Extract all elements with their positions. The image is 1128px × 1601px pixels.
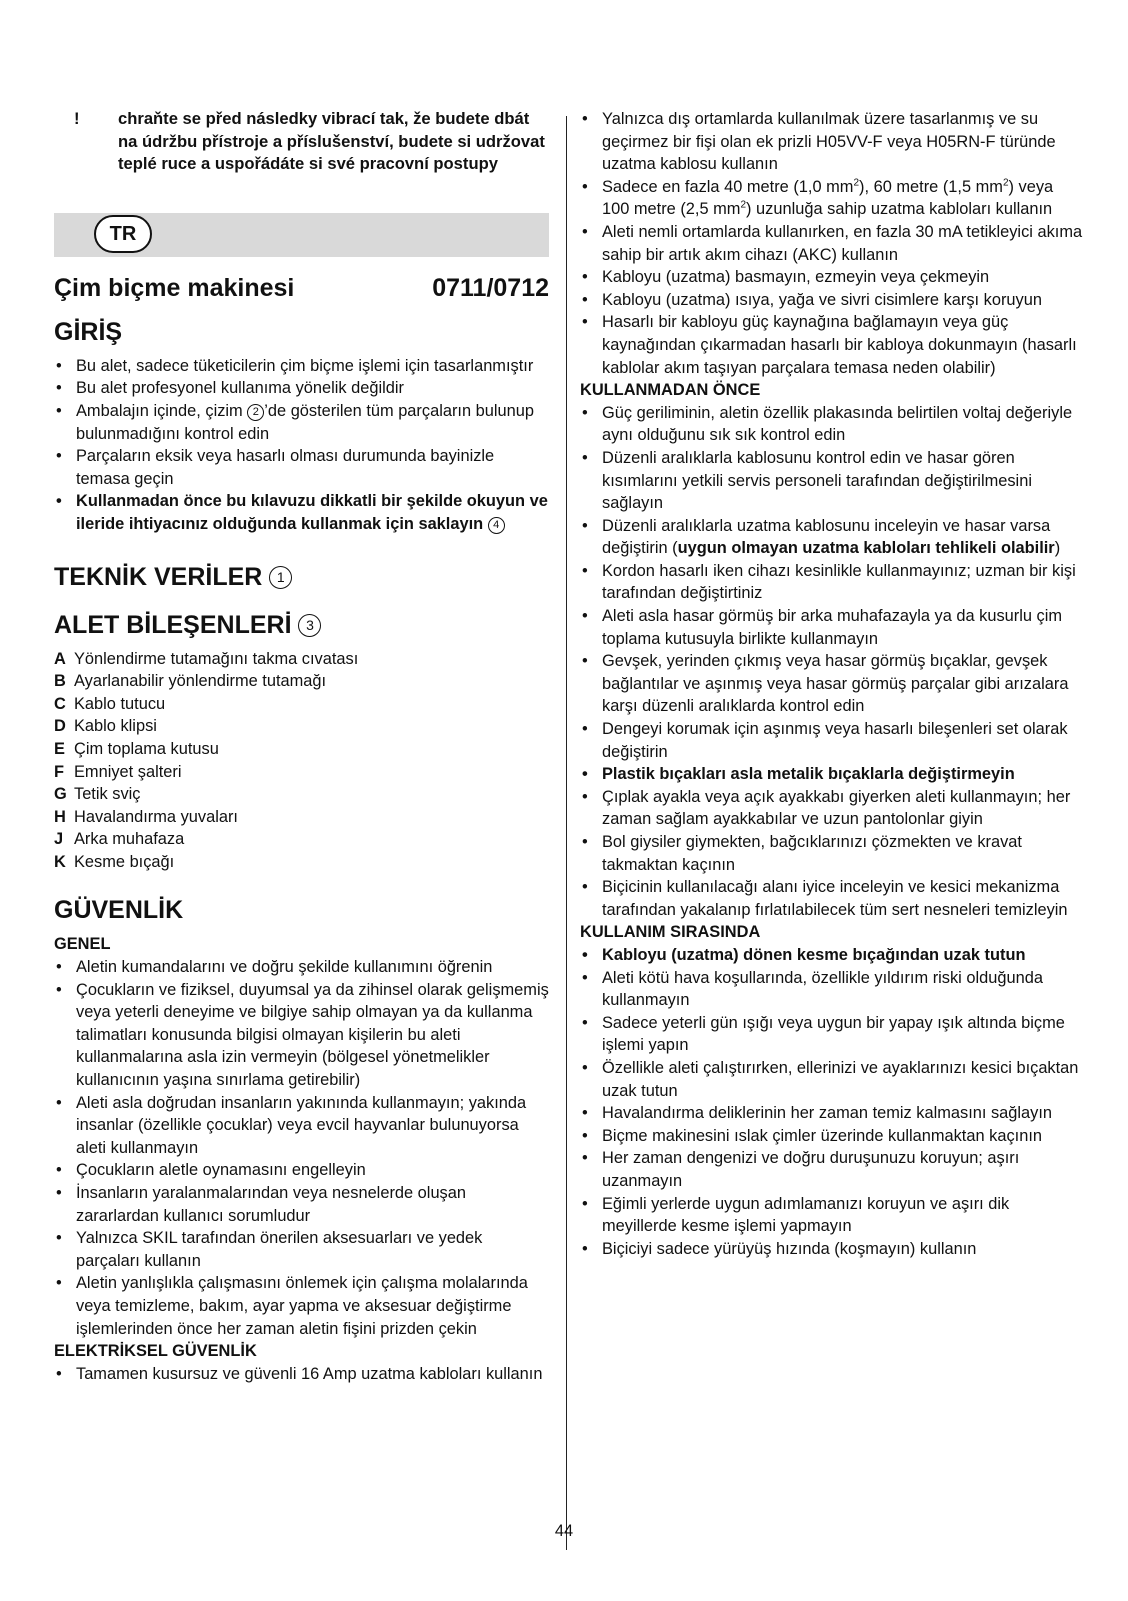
list-item: • Aleti asla hasar görmüş bir arka muhafazayla ya da kusurlu çim toplama kutusuyla birlikte kullanmayın: [580, 605, 1085, 650]
list-item: • Ambalajın içinde, çizim 2 ’de gösterilen tüm parçaların bulunup bulunmadığını kontrol edin: [54, 400, 549, 445]
parts-list: [54, 648, 549, 874]
warning-text: chraňte se před následky vibrací tak, že budete dbát na údržbu přístroje a příslušenství, budete si udržovat teplé ruce a uspořádáte si své pracovní postupy: [118, 109, 545, 174]
elektrik-list-left: [54, 1363, 549, 1386]
left-column: [54, 108, 549, 1385]
list-item: • Biçme makinesini ıslak çimler üzerinde kullanmaktan kaçının: [580, 1125, 1085, 1148]
list-item: • Plastik bıçakları asla metalik bıçaklarla değiştirmeyin: [580, 763, 1085, 786]
list-item: • Her zaman dengenizi ve doğru duruşunuzu koruyun; aşırı uzanmayın: [580, 1147, 1085, 1192]
list-item: G Tetik sviç: [54, 785, 141, 804]
list-item: • Biçicinin kullanılacağı alanı iyice inceleyin ve kesici mekanizma tarafından yakalanıp fırlatılabilecek tüm sert nesneleri temizleyin: [580, 876, 1085, 921]
list-item: • Özellikle aleti çalıştırırken, ellerinizi ve ayaklarınızı kesici bıçaktan uzak tutun: [580, 1057, 1085, 1102]
list-item: • Kabloyu (uzatma) dönen kesme bıçağından uzak tutun: [580, 944, 1085, 967]
list-item: • Dengeyi korumak için aşınmış veya hasarlı bileşenleri set olarak değiştirin: [580, 718, 1085, 763]
list-item: • Kabloyu (uzatma) ısıya, yağa ve sivri cisimlere karşı koruyun: [580, 289, 1085, 312]
list-item: • Eğimli yerlerde uygun adımlamanızı koruyun ve aşırı dik meyillerde kesme işlemi yapmayın: [580, 1193, 1085, 1238]
list-item: • Havalandırma deliklerinin her zaman temiz kalmasını sağlayın: [580, 1102, 1085, 1125]
list-item: F Emniyet şalteri: [54, 762, 182, 781]
list-item: • Kordon hasarlı iken cihazı kesinlikle kullanmayınız; uzman bir kişi tarafından değiştirtiniz: [580, 560, 1085, 605]
list-item: • Düzenli aralıklarla kablosunu kontrol edin ve hasar gören kısımlarını yetkili servis personeli tarafından değiştirilmesini sağlayın: [580, 447, 1085, 515]
list-item: • Kullanmadan önce bu kılavuzu dikkatli bir şekilde okuyun ve ileride ihtiyacınız olduğunda kullanmak için saklayın 4: [54, 490, 549, 535]
genel-heading: GENEL: [54, 935, 111, 954]
list-item: K Kesme bıçağı: [54, 852, 175, 871]
list-item: • Yalnızca SKIL tarafından önerilen aksesuarları ve yedek parçaları kullanın: [54, 1227, 549, 1272]
teknik-heading: TEKNİK VERİLER 1: [54, 562, 549, 592]
list-item: • Çocukların aletle oynamasını engelleyin: [54, 1159, 549, 1182]
list-item: • Hasarlı bir kabloyu güç kaynağına bağlamayın veya güç kaynağından çıkarmadan hasarlı bir kabloya dokunmayın (hasarlı kablolar akım taşıyan parçalara temasa neden olabilir): [580, 311, 1085, 379]
product-title: [54, 273, 549, 303]
bilesenler-heading: ALET BİLEŞENLERİ 3: [54, 610, 549, 640]
list-item: • Parçaların eksik veya hasarlı olması durumunda bayinizle temasa geçin: [54, 445, 549, 490]
giris-list: [54, 355, 549, 536]
list-item: • Tamamen kusursuz ve güvenli 16 Amp uzatma kabloları kullanın: [54, 1363, 549, 1386]
page-number: 44: [554, 1522, 574, 1540]
list-item: • Sadece yeterli gün ışığı veya uygun bir yapay ışık altında biçme işlemi yapın: [580, 1012, 1085, 1057]
list-item: • Çocukların ve fiziksel, duyumsal ya da zihinsel olarak gelişmemiş veya yeterli deneyime ve bilgiye sahip olmayan ya da kullanma talimatları konusunda bilgisi olmayan kişilerin bu aleti kullanmalarına asla izin vermeyin (bölgesel yönetmelikler kullanıcının yaşına sınırlama getirebilir): [54, 979, 549, 1092]
genel-list: [54, 956, 549, 1340]
list-item: D Kablo klipsi: [54, 717, 157, 736]
list-item: C Kablo tutucu: [54, 694, 166, 713]
once-list: [580, 402, 1085, 922]
elektrik-heading: ELEKTRİKSEL GÜVENLİK: [54, 1342, 257, 1361]
list-item: • İnsanların yaralanmalarından veya nesnelerde oluşan zararlardan kullanıcı sorumludur: [54, 1182, 549, 1227]
figure-ref: 1: [269, 566, 292, 589]
once-heading: KULLANMADAN ÖNCE: [580, 381, 761, 400]
list-item: • Sadece en fazla 40 metre (1,0 $mm^2$), 60 metre (1,5 $mm^2$) veya 100 metre (2,5 $mm^2$) uzunluğa sahip uzatma kabloları kullanın: [580, 176, 1085, 221]
list-item: J Arka muhafaza: [54, 830, 185, 849]
sirasinda-heading: KULLANIM SIRASINDA: [580, 923, 761, 942]
list-item: • Bol giysiler giymekten, bağcıklarınızı çözmekten ve kravat takmaktan kaçının: [580, 831, 1085, 876]
language-bar: [54, 213, 549, 257]
list-item: B Ayarlanabilir yönlendirme tutamağı: [54, 672, 327, 691]
list-item: • Güç geriliminin, aletin özellik plakasında belirtilen voltaj değeriyle aynı olduğunu sık sık kontrol edin: [580, 402, 1085, 447]
list-item: • Düzenli aralıklarla uzatma kablosunu inceleyin ve hasar varsa değiştirin (uygun olmayan uzatma kabloları tehlikeli olabilir): [580, 515, 1085, 560]
list-item: • Aleti asla doğrudan insanların yakınında kullanmayın; yakında insanlar (özellikle çocuklar) veya evcil hayvanlar bulunuyorsa aleti kullanmayın: [54, 1092, 549, 1160]
list-item: • Yalnızca dış ortamlarda kullanılmak üzere tasarlanmış ve su geçirmez bir fişi olan ek prizli H05VV-F veya H05RN-F türünde uzatma kablosu kullanın: [580, 108, 1085, 176]
list-item: • Aleti kötü hava koşullarında, özellikle yıldırım riski olduğunda kullanmayın: [580, 967, 1085, 1012]
warning-mark: !: [74, 109, 80, 128]
list-item: • Bu alet, sadece tüketicilerin çim biçme işlemi için tasarlanmıştır: [54, 355, 549, 378]
figure-ref: 2: [247, 404, 264, 421]
sirasinda-list: [580, 944, 1085, 1260]
list-item: • Gevşek, yerinden çıkmış veya hasar görmüş bıçaklar, gevşek bağlantılar ve aşınmış veya hasar görmüş parçalar gibi arızalara karşı düzenli aralıklarda kontrol edin: [580, 650, 1085, 718]
product-name: Çim biçme makinesi: [54, 273, 295, 302]
list-item: • Aleti nemli ortamlarda kullanırken, en fazla 30 mA tetikleyici akıma sahip bir artık akım cihazı (AKC) kullanın: [580, 221, 1085, 266]
list-item: • Biçiciyi sadece yürüyüş hızında (koşmayın) kullanın: [580, 1238, 1085, 1261]
giris-heading: GİRİŞ: [54, 317, 123, 346]
column-divider: [566, 116, 567, 1550]
list-item: • Kabloyu (uzatma) basmayın, ezmeyin veya çekmeyin: [580, 266, 1085, 289]
product-model: 0711/0712: [432, 273, 549, 302]
list-item: H Havalandırma yuvaları: [54, 807, 238, 826]
list-item: A Yönlendirme tutamağını takma cıvatası: [54, 649, 359, 668]
list-item: E Çim toplama kutusu: [54, 739, 219, 758]
list-item: • Aletin yanlışlıkla çalışmasını önlemek için çalışma molalarında veya temizleme, bakım, ayar yapma ve aksesuar değiştirme işlemlerinden önce her zaman aletin fişini prizden çekin: [54, 1272, 549, 1340]
figure-ref: 4: [488, 517, 505, 534]
list-item: • Bu alet profesyonel kullanıma yönelik değildir: [54, 377, 549, 400]
list-item: • Aletin kumandalarını ve doğru şekilde kullanımını öğrenin: [54, 956, 549, 979]
list-item: • Çıplak ayakla veya açık ayakkabı giyerken aleti kullanmayın; her zaman sağlam ayakkabılar ve uzun pantolonlar giyin: [580, 786, 1085, 831]
right-column: [580, 108, 1085, 1260]
guvenlik-heading: GÜVENLİK: [54, 896, 184, 925]
language-badge: TR: [94, 215, 152, 253]
figure-ref: 3: [298, 614, 321, 637]
vibration-warning: [54, 108, 549, 176]
elektrik-list-right: [580, 108, 1085, 379]
